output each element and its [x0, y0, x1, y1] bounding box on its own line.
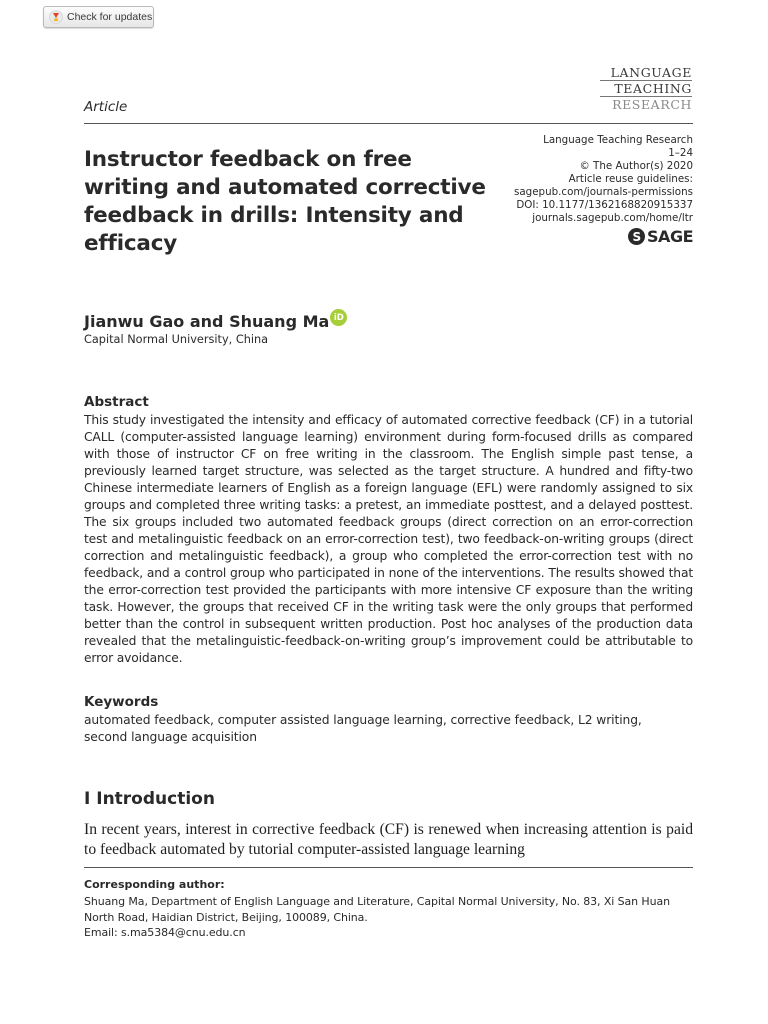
corresponding-email[interactable]: Email: s.ma5384@cnu.edu.cn	[84, 926, 246, 939]
abstract-text: This study investigated the intensity and efficacy of automated corrective feedback (CF) in a tutorial CALL (computer-assisted language learning) environment during form-focused drills as compared with those of instructor CF on free writing in the classroom. The English simple past tense, a previously learned target structure, was selected as the target structure. A hundred and fifty-two Chinese intermediate learners of English as a foreign language (EFL) were randomly assigned to six groups and completed three writing tasks: a pretest, an immediate posttest, and a delayed posttest. The six groups included two automated feedback groups (direct correction on an error-correction test and metalinguistic feedback on an error-correction test), two feedback-on-writing groups (direct correction and metalinguistic feedback), a group who completed the error-correction test with no feedback, and a control group who participated in none of the interventions. The results showed that the error-correction test provided the participants with more intensive CF exposure than the writing task. However, the groups that received CF in the writing task were the only groups that performed better than the control in subsequent written production. Post hoc analyses of the production data revealed that the metalinguistic-feedback-on-writing group’s improvement could be attributable to error avoidance.	[84, 413, 693, 665]
meta-reuse: Article reuse guidelines:	[568, 173, 693, 185]
meta-reuse-link[interactable]: sagepub.com/journals-permissions	[514, 186, 693, 198]
introduction-text: In recent years, interest in corrective feedback (CF) is renewed when increasing attention is paid to feedback automated by tutorial computer-assisted language learning	[84, 821, 693, 858]
author-list	[84, 312, 347, 331]
header-divider	[84, 123, 693, 124]
article-title: Instructor feedback on free writing and automated corrective feedback in drills: Intensity and efficacy	[84, 147, 486, 256]
meta-journal-link[interactable]: journals.sagepub.com/home/ltr	[532, 212, 693, 224]
footnote-divider	[84, 867, 693, 868]
publisher-logo	[628, 227, 693, 246]
corresponding-line-1: Shuang Ma, Department of English Language and Literature, Capital Normal University, No. 83, Xi San Huan	[84, 895, 670, 908]
publication-meta	[453, 134, 693, 225]
logo-line-2: TEACHING	[600, 81, 692, 97]
crossmark-icon	[49, 10, 63, 24]
sage-icon: S	[628, 228, 645, 245]
journal-logo	[600, 65, 692, 112]
orcid-icon[interactable]: iD	[330, 309, 347, 326]
publisher-name: SAGE	[647, 227, 693, 246]
meta-copyright: © The Author(s) 2020	[579, 160, 693, 172]
authors-text: Jianwu Gao and Shuang Ma	[84, 312, 330, 331]
meta-journal: Language Teaching Research	[543, 134, 693, 146]
article-type-label: Article	[84, 99, 128, 115]
abstract-heading: Abstract	[84, 394, 149, 410]
check-for-updates-label: Check for updates	[67, 11, 153, 23]
affiliation: Capital Normal University, China	[84, 333, 269, 346]
corresponding-author-heading: Corresponding author:	[84, 878, 225, 891]
check-for-updates-button[interactable]	[43, 6, 154, 28]
meta-doi[interactable]: DOI: 10.1177/1362168820915337	[516, 199, 693, 211]
logo-line-1: LANGUAGE	[600, 65, 692, 81]
corresponding-author-details	[84, 894, 699, 941]
meta-pages: 1–24	[668, 147, 693, 159]
introduction-heading: I Introduction	[84, 789, 215, 809]
logo-line-3: RESEARCH	[612, 97, 692, 112]
keywords-text: automated feedback, computer assisted language learning, corrective feedback, L2 writing, second language acquisition	[84, 713, 642, 744]
keywords-heading: Keywords	[84, 694, 159, 710]
corresponding-line-2: North Road, Haidian District, Beijing, 100089, China.	[84, 910, 368, 924]
